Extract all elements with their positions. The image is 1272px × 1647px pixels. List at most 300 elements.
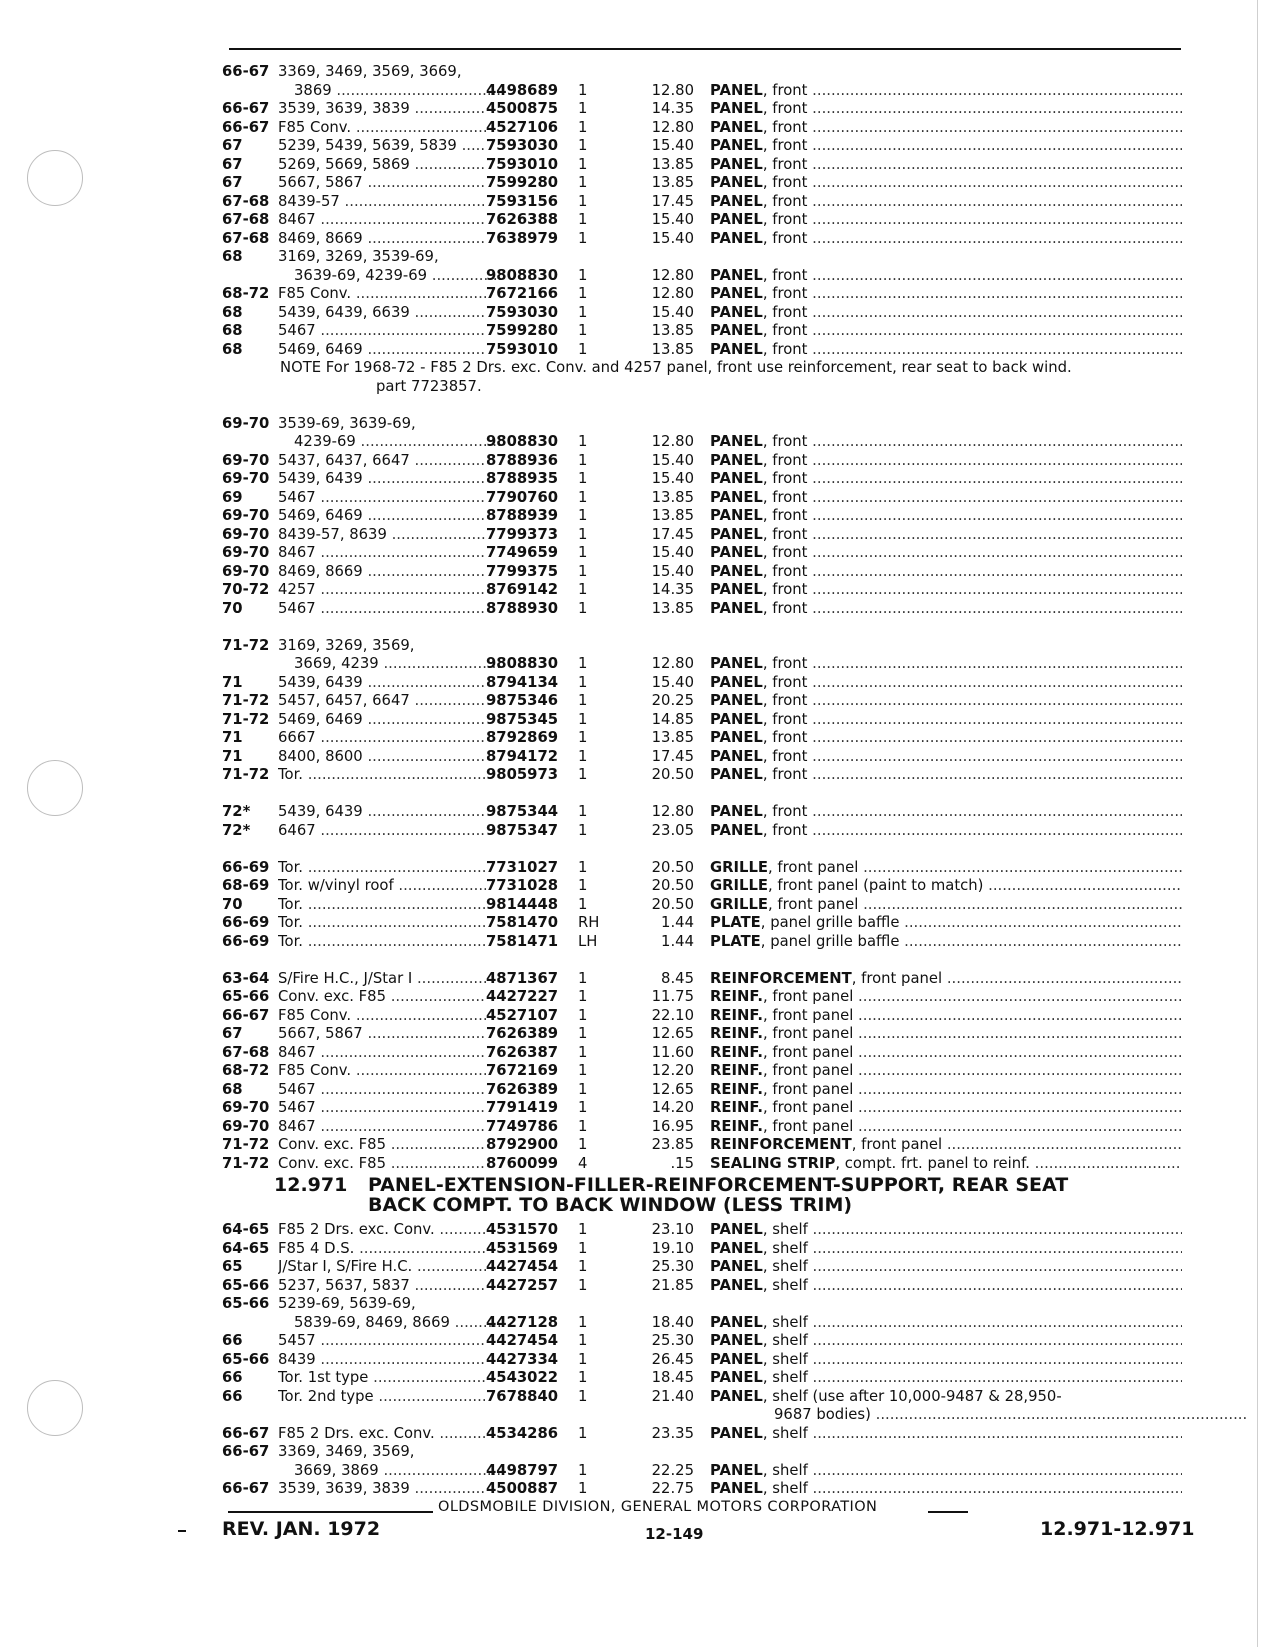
part-row	[222, 1155, 1182, 1174]
part-number: 7593010	[486, 340, 559, 358]
part-name: PANEL	[710, 322, 763, 339]
part-number: 4527106	[486, 118, 559, 136]
quantity: 1	[578, 303, 588, 321]
quantity: 1	[578, 710, 588, 728]
model-year: 66-67	[222, 1443, 270, 1460]
part-number: 7672166	[486, 285, 559, 302]
part-detail: , front panel .....	[852, 1136, 1182, 1153]
part-row	[222, 433, 1182, 452]
quantity: 1	[578, 1276, 588, 1294]
part-number: 7749786	[486, 1117, 559, 1135]
part-row	[222, 674, 1182, 693]
model-numbers: 5467 .....	[278, 489, 486, 508]
part-name: PANEL	[710, 1387, 763, 1405]
part-row	[222, 1425, 1182, 1444]
part-name: PANEL	[710, 581, 763, 598]
model-numbers: 5467 .....	[278, 600, 486, 619]
part-detail: , front .....	[763, 100, 1182, 117]
price: 13.85	[651, 322, 694, 339]
quantity: 1	[578, 673, 588, 691]
part-name: PANEL	[710, 747, 763, 765]
model-year: 70	[222, 599, 243, 617]
price: 12.80	[651, 81, 694, 99]
part-number: 4427257	[486, 1276, 559, 1294]
model-numbers: 5839-69, 8469, 8669 .....	[278, 1314, 502, 1333]
price: 25.30	[651, 1332, 694, 1349]
part-detail: , front .....	[763, 822, 1182, 839]
part-description	[710, 119, 1182, 138]
price: 18.45	[651, 1369, 694, 1386]
model-year: 71-72	[222, 636, 270, 654]
part-name: PANEL	[710, 525, 763, 543]
model-year: 68	[222, 303, 243, 321]
model-year: 66-67	[222, 100, 270, 117]
part-description	[710, 193, 1182, 212]
model-year: 68	[222, 248, 243, 265]
part-row	[222, 1081, 1182, 1100]
model-year: 70-72	[222, 581, 270, 598]
part-name: GRILLE	[710, 877, 769, 894]
part-detail: , front .....	[763, 452, 1182, 469]
model-year: 66	[222, 1332, 243, 1349]
part-description	[710, 674, 1182, 693]
part-description	[710, 1136, 1182, 1155]
model-numbers: 4239-69 .....	[278, 433, 502, 452]
quantity: 1	[578, 525, 588, 543]
quantity: 1	[578, 1258, 588, 1275]
part-row	[222, 1044, 1182, 1063]
model-year: 69-70	[222, 451, 270, 469]
part-row	[222, 1406, 1182, 1425]
part-number: 7581471	[486, 932, 559, 950]
model-year: 67	[222, 1025, 243, 1042]
price: 17.45	[651, 192, 694, 210]
model-year: 64-65	[222, 1239, 270, 1257]
part-description	[710, 470, 1182, 489]
model-year: 66	[222, 1387, 243, 1405]
part-row	[222, 526, 1182, 545]
part-name: REINF.	[710, 1006, 763, 1024]
part-description	[710, 433, 1182, 452]
parts-group-front-panel-71-72	[222, 637, 1182, 785]
part-description	[710, 711, 1182, 730]
part-row	[222, 1099, 1182, 1118]
model-year: 66	[222, 1369, 243, 1386]
price: 13.85	[651, 729, 694, 746]
model-numbers: 5437, 6437, 6647 .....	[278, 452, 486, 471]
quantity: 1	[578, 100, 588, 117]
model-year: 68-72	[222, 1062, 270, 1079]
part-description	[710, 563, 1182, 582]
model-year: 65-66	[222, 1295, 270, 1312]
section-title-line-2: BACK COMPT. TO BACK WINDOW (LESS TRIM)	[368, 1194, 853, 1216]
part-name: PANEL	[710, 507, 763, 524]
price: 13.85	[651, 340, 694, 358]
part-row	[222, 82, 1182, 101]
part-number: 4500887	[486, 1480, 559, 1497]
model-year: 71	[222, 729, 243, 746]
model-year: 69-70	[222, 414, 270, 432]
quantity: 1	[578, 1313, 588, 1331]
part-description	[710, 988, 1182, 1007]
quantity: 1	[578, 1332, 588, 1349]
part-detail: , shelf .....	[763, 1369, 1182, 1386]
quantity: 1	[578, 1099, 588, 1116]
page-edge	[1257, 0, 1258, 1647]
price: 12.80	[651, 433, 694, 450]
model-numbers: Tor. w/vinyl roof .....	[278, 877, 486, 896]
model-numbers: 5439, 6439 .....	[278, 803, 486, 822]
part-row	[222, 1462, 1182, 1481]
model-numbers: 5667, 5867 .....	[278, 174, 486, 193]
part-description	[710, 1062, 1182, 1081]
section-reference: 12.971-12.971	[1040, 1518, 1195, 1540]
part-detail: , front .....	[763, 507, 1182, 524]
quantity: 1	[578, 81, 588, 99]
price: 13.85	[651, 488, 694, 506]
model-numbers: F85 Conv. .....	[278, 1062, 486, 1081]
model-numbers: S/Fire H.C., J/Star I .....	[278, 970, 486, 989]
part-number: 7749659	[486, 544, 559, 561]
part-description	[710, 914, 1182, 933]
price: 12.80	[651, 266, 694, 284]
quantity: 1	[578, 803, 588, 820]
part-row	[222, 766, 1182, 785]
part-name: PANEL	[710, 340, 763, 358]
part-row	[222, 1480, 1182, 1499]
quantity: 1	[578, 192, 588, 210]
model-year: 71	[222, 747, 243, 765]
part-name: PANEL	[710, 81, 763, 99]
model-numbers: Tor. .....	[278, 914, 486, 933]
model-year: 72*	[222, 821, 251, 839]
part-number: 4531569	[486, 1239, 559, 1257]
part-name: REINF.	[710, 1043, 763, 1061]
model-year: 69-70	[222, 470, 270, 487]
quantity: 1	[578, 1387, 588, 1405]
part-row	[222, 489, 1182, 508]
model-numbers: Tor. .....	[278, 859, 486, 878]
part-detail: , front .....	[763, 729, 1182, 746]
model-numbers: 8439-57, 8639 .....	[278, 526, 486, 545]
part-description	[710, 1044, 1182, 1063]
part-row	[222, 341, 1182, 360]
model-year: 67	[222, 174, 243, 191]
model-numbers: 5269, 5669, 5869 .....	[278, 156, 486, 175]
model-numbers: 5439, 6439 .....	[278, 674, 486, 693]
part-description	[710, 729, 1182, 748]
model-year: 67-68	[222, 1043, 270, 1061]
part-number: 4427227	[486, 988, 559, 1005]
part-description	[710, 1240, 1182, 1259]
quantity: 1	[578, 1006, 588, 1024]
model-numbers: 3639-69, 4239-69 .....	[278, 267, 502, 286]
part-name: PANEL	[710, 285, 763, 302]
part-name: PLATE	[710, 932, 761, 950]
part-row	[222, 507, 1182, 526]
part-number: 9808830	[486, 433, 559, 450]
part-name: PANEL	[710, 710, 763, 728]
price: 26.45	[651, 1350, 694, 1368]
part-number: 8788935	[486, 470, 559, 487]
part-detail: , shelf (use after 10,000-9487 & 28,950-	[762, 1387, 1062, 1405]
model-numbers: F85 4 D.S. .....	[278, 1240, 486, 1259]
part-description	[710, 1118, 1182, 1137]
part-number: 9808830	[486, 266, 559, 284]
part-number: 8788939	[486, 507, 559, 524]
part-number: 8794134	[486, 673, 559, 691]
part-description	[710, 1462, 1182, 1481]
quantity: 1	[578, 137, 588, 154]
part-detail: , front panel .....	[763, 1081, 1182, 1098]
part-detail: , front .....	[763, 156, 1182, 173]
quantity: 1	[578, 266, 588, 284]
part-row	[222, 1025, 1182, 1044]
part-name: PANEL	[710, 155, 763, 173]
price: 21.85	[651, 1276, 694, 1294]
part-detail: , front .....	[763, 563, 1182, 580]
part-description	[710, 230, 1182, 249]
quantity: 1	[578, 451, 588, 469]
part-name: PANEL	[710, 433, 763, 450]
part-number: 4500875	[486, 100, 559, 117]
part-detail: , shelf .....	[763, 1462, 1182, 1479]
price: 14.35	[651, 100, 694, 117]
part-number: 7638979	[486, 229, 559, 247]
quantity: 1	[578, 488, 588, 506]
part-name: PANEL	[710, 1239, 763, 1257]
part-number: 7599280	[486, 174, 559, 191]
part-detail: , front .....	[763, 544, 1182, 561]
part-detail: , shelf .....	[763, 1425, 1182, 1442]
part-number: 8788936	[486, 451, 559, 469]
part-number: 4427454	[486, 1258, 559, 1275]
price: 18.40	[651, 1313, 694, 1331]
part-description	[710, 1099, 1182, 1118]
parts-group-front-panel-69-70	[222, 415, 1182, 619]
model-numbers: 5469, 6469 .....	[278, 711, 486, 730]
part-detail: , front panel .....	[768, 859, 1182, 876]
model-numbers: 8467 .....	[278, 1118, 486, 1137]
part-number: 7799375	[486, 562, 559, 580]
model-year: 71	[222, 673, 243, 691]
part-number: 7731028	[486, 877, 559, 894]
price: 12.20	[651, 1062, 694, 1079]
part-number: 8794172	[486, 747, 559, 765]
price: 16.95	[651, 1117, 694, 1135]
part-detail: , front .....	[763, 766, 1182, 783]
model-year: 66-69	[222, 858, 270, 876]
part-number: 8792900	[486, 1136, 559, 1153]
quantity: 1	[578, 470, 588, 487]
part-detail: , shelf .....	[763, 1314, 1182, 1331]
price: 23.35	[651, 1424, 694, 1442]
price: 11.75	[651, 988, 694, 1005]
model-year: 68	[222, 340, 243, 358]
part-row	[222, 1136, 1182, 1155]
quantity: 1	[578, 895, 588, 913]
part-detail: , shelf .....	[763, 1240, 1182, 1257]
model-numbers: F85 2 Drs. exc. Conv. .....	[278, 1425, 486, 1444]
part-detail: , front .....	[763, 674, 1182, 691]
price: 22.75	[651, 1480, 694, 1497]
part-description	[710, 526, 1182, 545]
price: 13.85	[651, 155, 694, 173]
model-numbers: 5439, 6439 .....	[278, 470, 486, 489]
part-number: 4427128	[486, 1313, 559, 1331]
price: 20.50	[651, 877, 694, 894]
part-description	[710, 581, 1182, 600]
model-numbers: 5457, 6457, 6647 .....	[278, 692, 486, 711]
part-number: 7791419	[486, 1099, 559, 1116]
model-numbers: Conv. exc. F85 .....	[278, 988, 486, 1007]
model-numbers: 3169, 3269, 3569,	[278, 636, 415, 654]
part-detail: , front panel .....	[768, 896, 1182, 913]
part-detail: , front .....	[763, 82, 1182, 99]
part-detail: , front panel .....	[852, 970, 1182, 987]
model-numbers: 8467 .....	[278, 544, 486, 563]
part-row	[222, 896, 1182, 915]
model-year: 65-66	[222, 988, 270, 1005]
part-description	[710, 766, 1182, 785]
model-year: 66-67	[222, 118, 270, 136]
part-number: 9875347	[486, 821, 559, 839]
price: 13.85	[651, 507, 694, 524]
parts-group-shelf-panel	[222, 1221, 1182, 1499]
part-row	[222, 1118, 1182, 1137]
part-row	[222, 637, 1182, 656]
part-description	[710, 822, 1182, 841]
model-numbers: 5439, 6439, 6639 .....	[278, 304, 486, 323]
part-number: 8792869	[486, 729, 559, 746]
model-year: 63-64	[222, 969, 270, 987]
part-row	[222, 1388, 1182, 1407]
part-row	[222, 1277, 1182, 1296]
part-row	[222, 267, 1182, 286]
model-year: 67	[222, 155, 243, 173]
model-year: 69-70	[222, 1117, 270, 1135]
model-numbers: Tor. .....	[278, 896, 486, 915]
part-description	[710, 692, 1182, 711]
part-description	[710, 1258, 1182, 1277]
price: 1.44	[661, 932, 694, 950]
part-row	[222, 1369, 1182, 1388]
part-detail: , front .....	[763, 267, 1182, 284]
model-numbers: Conv. exc. F85 .....	[278, 1155, 486, 1174]
model-numbers: 3539, 3639, 3839 .....	[278, 1480, 486, 1499]
model-year: 68-72	[222, 285, 270, 302]
model-year: 69-70	[222, 507, 270, 524]
footer-division-line	[228, 1501, 1180, 1515]
part-name: REINFORCEMENT	[710, 969, 852, 987]
model-numbers: 8469, 8669 .....	[278, 563, 486, 582]
part-row	[222, 1258, 1182, 1277]
part-row	[222, 748, 1182, 767]
model-numbers: 5667, 5867 .....	[278, 1025, 486, 1044]
model-year: 66-67	[222, 1006, 270, 1024]
part-number: 8788930	[486, 599, 559, 617]
part-number: 9875346	[486, 692, 559, 709]
part-description	[710, 174, 1182, 193]
model-numbers: Tor. .....	[278, 933, 486, 952]
part-row	[222, 711, 1182, 730]
part-row	[222, 119, 1182, 138]
model-numbers: 8439 .....	[278, 1351, 486, 1370]
price: 12.65	[651, 1080, 694, 1098]
section-heading	[222, 1175, 1182, 1217]
part-description	[710, 304, 1182, 323]
part-detail: 9687 bodies) .....	[774, 1406, 1246, 1423]
part-detail: , compt. frt. panel to reinf. .....	[835, 1155, 1182, 1172]
part-row	[222, 877, 1182, 896]
parts-group-grille	[222, 859, 1182, 952]
part-row	[222, 803, 1182, 822]
part-row	[222, 655, 1182, 674]
part-number: 4871367	[486, 969, 559, 987]
part-number: 7626387	[486, 1043, 559, 1061]
parts-group-front-panel-72	[222, 803, 1182, 840]
section-title-line-1: PANEL-EXTENSION-FILLER-REINFORCEMENT-SUPPORT, REAR SEAT	[368, 1174, 1069, 1196]
part-detail: , front .....	[763, 119, 1182, 136]
part-detail: , front .....	[763, 711, 1182, 728]
part-name: PANEL	[710, 1276, 763, 1294]
part-number: 7626389	[486, 1025, 559, 1042]
price: 15.40	[651, 211, 694, 228]
price: 22.25	[651, 1461, 694, 1479]
model-numbers: 8400, 8600 .....	[278, 748, 486, 767]
binder-hole-top	[27, 150, 83, 206]
model-numbers: 5469, 6469 .....	[278, 507, 486, 526]
part-detail: , panel grille baffle .....	[761, 914, 1182, 931]
model-numbers: Tor. 2nd type .....	[278, 1388, 486, 1407]
model-numbers: 3369, 3469, 3569, 3669,	[278, 63, 462, 80]
part-row	[222, 100, 1182, 119]
price: 15.40	[651, 470, 694, 487]
price: 13.85	[651, 599, 694, 617]
part-description	[710, 1155, 1182, 1174]
part-row	[222, 544, 1182, 563]
model-numbers: F85 2 Drs. exc. Conv. .....	[278, 1221, 486, 1240]
part-detail: , front .....	[763, 692, 1182, 709]
part-row	[222, 470, 1182, 489]
model-year: 69-70	[222, 562, 270, 580]
quantity: 1	[578, 599, 588, 617]
price: 14.35	[651, 581, 694, 598]
part-row	[222, 581, 1182, 600]
parts-catalog-content	[222, 63, 1182, 1499]
model-numbers: Conv. exc. F85 .....	[278, 1136, 486, 1155]
part-description	[710, 1480, 1182, 1499]
part-description	[710, 100, 1182, 119]
part-name: REINF.	[710, 1062, 763, 1079]
part-name: REINF.	[710, 1099, 763, 1116]
model-year: 71-72	[222, 1136, 270, 1153]
model-year: 66-67	[222, 1480, 270, 1497]
price: 14.85	[651, 710, 694, 728]
price: 1.44	[661, 914, 694, 931]
part-number: 8760099	[486, 1154, 559, 1172]
part-name: PANEL	[710, 655, 763, 672]
model-numbers: 8439-57 .....	[278, 193, 486, 212]
part-description	[710, 156, 1182, 175]
model-numbers: 5467 .....	[278, 322, 486, 341]
quantity: 1	[578, 766, 588, 783]
part-name: REINF.	[710, 988, 763, 1005]
model-numbers: 4257 .....	[278, 581, 486, 600]
quantity: 1	[578, 562, 588, 580]
quantity: 1	[578, 877, 588, 894]
part-number: 4527107	[486, 1006, 559, 1024]
